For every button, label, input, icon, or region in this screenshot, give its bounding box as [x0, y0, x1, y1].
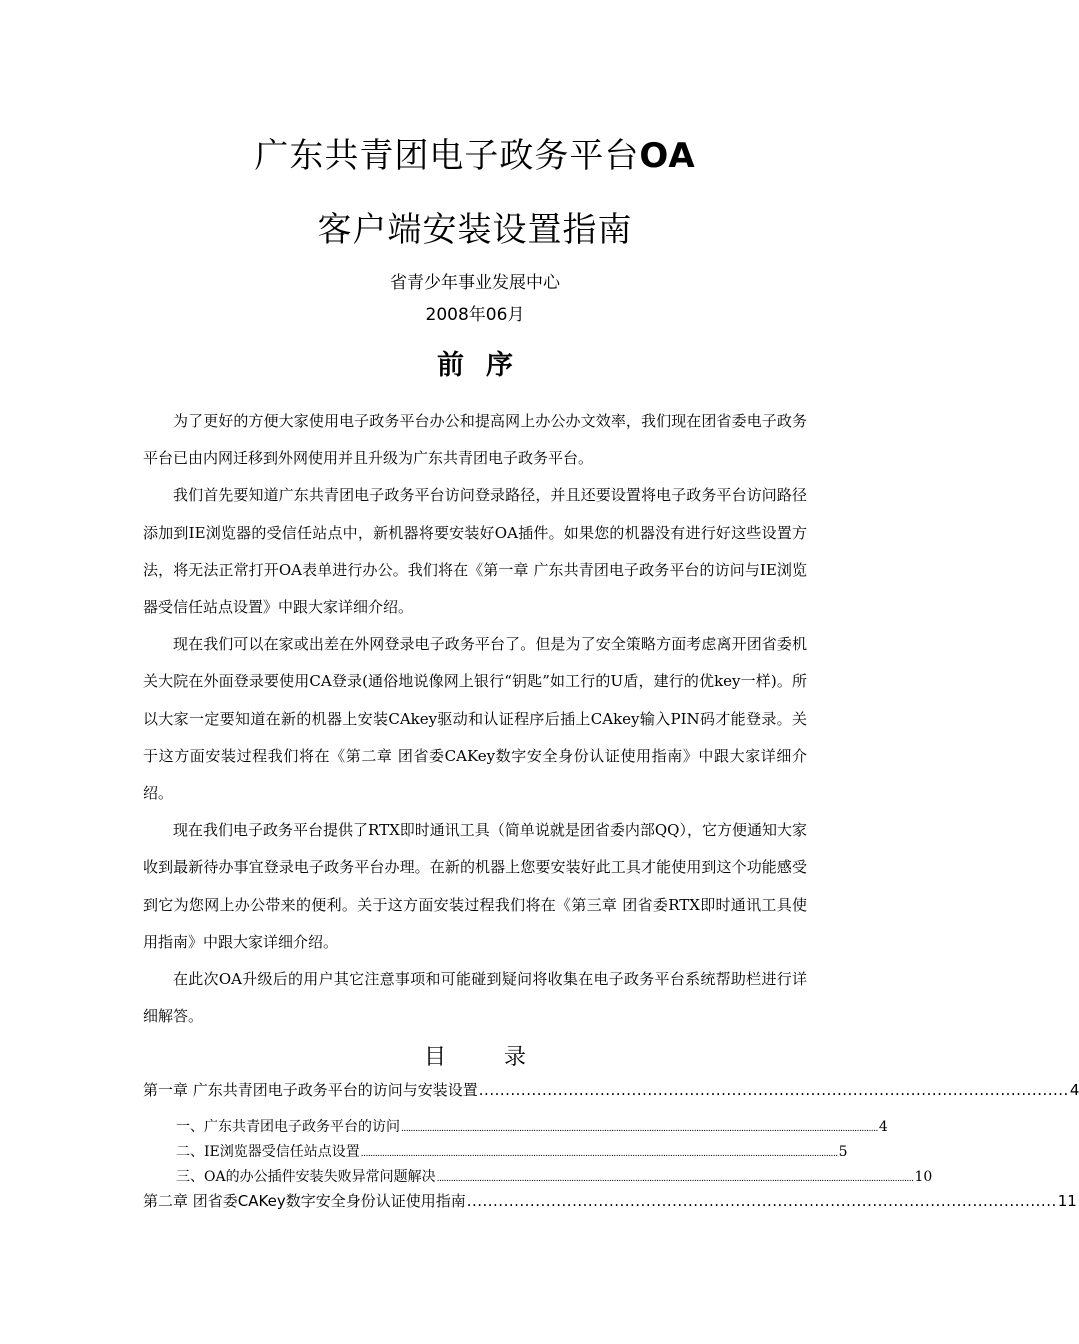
toc-entry-page: 11 [1057, 1192, 1077, 1210]
toc-heading-char: 录 [504, 1045, 527, 1070]
toc-entry-page: 5 [838, 1144, 848, 1160]
preface-paragraph: 现在我们可以在家或出差在外网登录电子政务平台了。但是为了安全策略方面考虑离开团省委机关大院在外面登录要使用CA登录(通俗地说像网上银行“钥匙”如工行的U盾，建行的优key一样)。所以大家一定要知道在新的机器上安装CAkey驱动和认证程序后插上CAkey输入PIN码才能登录。关于这方面安装过程我们将在《第二章 团省委CAKey数字安全身份认证使用指南》中跟大家详细介绍。 [143, 635, 807, 803]
toc-leader-dots: .......................................................................................................................................................................................................... [360, 1149, 838, 1159]
toc-leader-dots: ................................................................................................................ [478, 1081, 1069, 1099]
toc-entry-section-3[interactable] [176, 1166, 933, 1186]
toc-entry-chapter-1[interactable] [143, 1079, 1079, 1100]
preface-heading: 前序 [437, 350, 535, 381]
preface-paragraph: 在此次OA升级后的用户其它注意事项和可能碰到疑问将收集在电子政务平台系统帮助栏进行详细解答。 [143, 970, 807, 1026]
toc-entry-label: 第一章 广东共青团电子政务平台的访问与安装设置 [143, 1081, 478, 1099]
preface-paragraph: 我们首先要知道广东共青团电子政务平台访问登录路径，并且还要设置将电子政务平台访问路径添加到IE浏览器的受信任站点中，新机器将要安装好OA插件。如果您的机器没有进行好这些设置方法，将无法正常打开OA表单进行办公。我们将在《第一章 广东共青团电子政务平台的访问与IE浏览器受信任站点设置》中跟大家详细介绍。 [143, 486, 807, 617]
toc-entry-label: 三、OA的办公插件安装失败异常问题解决 [176, 1169, 436, 1185]
preface-paragraph: 现在我们电子政务平台提供了RTX即时通讯工具（简单说就是团省委内部QQ），它方便通知大家收到最新待办事宜登录电子政务平台办理。在新的机器上您要安装好此工具才能使用到这个功能感受到它为您网上办公带来的便利。关于这方面安装过程我们将在《第三章 团省委RTX即时通讯工具使用指南》中跟大家详细介绍。 [143, 821, 807, 951]
toc-heading-char: 目 [423, 1045, 446, 1070]
title-latin: OA [639, 136, 696, 176]
toc-leader-dots: ................................................................................................................ [466, 1192, 1057, 1210]
toc-entry-page: 10 [914, 1169, 933, 1185]
toc-entry-section-1[interactable] [176, 1116, 888, 1136]
toc-entry-label: 一、广东共青团电子政务平台的访问 [176, 1119, 400, 1135]
organization: 省青少年事业发展中心 [390, 273, 560, 293]
toc-entry-section-2[interactable] [176, 1141, 848, 1161]
toc-entry-page: 4 [878, 1119, 888, 1135]
toc-heading [0, 1040, 950, 1071]
toc-entry-label: 第二章 团省委CAKey数字安全身份认证使用指南 [143, 1192, 466, 1210]
title-chinese: 广东共青团电子政务平台 [254, 136, 640, 176]
preface-body [143, 403, 807, 1035]
document-title-line2: 客户端安装设置指南 [317, 210, 633, 250]
publication-date: 2008年06月 [425, 305, 525, 325]
toc-entry-chapter-2[interactable] [143, 1190, 1077, 1211]
toc-entry-page: 4 [1069, 1081, 1079, 1099]
document-title-line1 [0, 128, 950, 177]
toc-leader-dots: .......................................................................................................................................................................................................... [436, 1174, 914, 1184]
preface-paragraph: 为了更好的方便大家使用电子政务平台办公和提高网上办公办文效率，我们现在团省委电子政务平台已由内网迁移到外网使用并且升级为广东共青团电子政务平台。 [143, 412, 807, 468]
toc-entry-label: 二、IE浏览器受信任站点设置 [176, 1144, 360, 1160]
toc-leader-dots: .......................................................................................................................................................................................................... [401, 1124, 878, 1134]
